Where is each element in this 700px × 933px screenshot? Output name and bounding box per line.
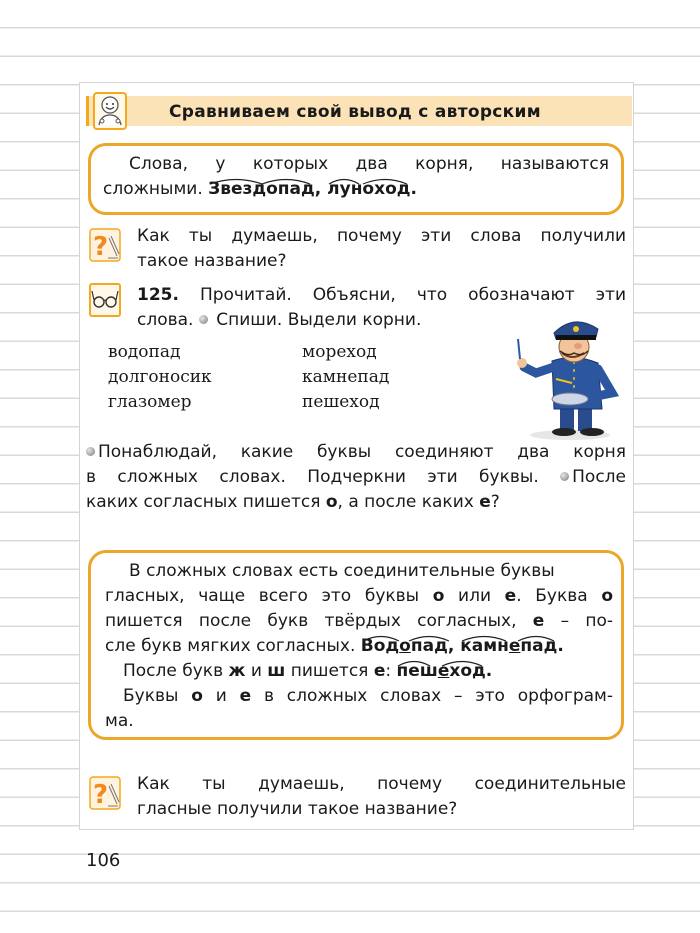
rule2-line6: Буквы о и е в сложных словах – это орфограм-	[123, 686, 613, 706]
section-header	[86, 96, 632, 126]
word-list-col2	[302, 340, 389, 415]
rule2-line7: ма.	[105, 711, 134, 731]
question-icon	[89, 776, 121, 810]
example-word-vodopad: Водопад	[360, 636, 448, 656]
svg-text:?: ?	[93, 780, 109, 810]
example-word-peshekhod: пешеход	[396, 661, 486, 681]
word-item: долгоносик	[108, 367, 212, 387]
dot-icon	[199, 315, 208, 324]
section-title: Сравниваем свой вывод с авторским	[169, 102, 541, 122]
exercise-number: 125.	[137, 285, 179, 305]
example-word-zvezdopad: Звездопад	[208, 179, 315, 199]
word-item: водопад	[108, 342, 181, 362]
observe-line1: Понаблюдай, какие буквы соединяют два корня	[86, 440, 626, 465]
dot-icon	[86, 447, 95, 456]
example-word-kamnepad: камнепад	[460, 636, 558, 656]
rule2-line1: В сложных словах есть соединительные буквы	[129, 561, 555, 581]
exercise-line1: 125. Прочитай. Объясни, что обозначают эти	[137, 285, 626, 305]
word-item: пешеход	[302, 392, 380, 412]
textbook-page	[79, 82, 634, 830]
observe-line2: в сложных словах. Подчеркни эти буквы. После	[86, 467, 626, 487]
question1-line2: такое название?	[137, 251, 287, 271]
question2-line2: гласные получили такое название?	[137, 799, 458, 819]
rule-box-connecting-vowels	[88, 550, 624, 740]
smiley-icon	[93, 92, 127, 130]
observe-line3: каких согласных пишется о, а после каких е?	[86, 492, 500, 512]
captain-illustration	[512, 311, 627, 441]
question1-line1: Как ты думаешь, почему эти слова получили	[137, 226, 626, 246]
example-word-lunokhod: луноход	[327, 179, 411, 199]
rule2-line4: сле букв мягких согласных. Водопад, камнепад.	[105, 634, 613, 659]
rule-box-compound-words	[88, 143, 624, 215]
page-number: 106	[86, 850, 121, 871]
glasses-icon	[89, 283, 121, 317]
svg-text:?: ?	[93, 232, 109, 262]
word-list-col1	[108, 340, 212, 415]
word-item: камнепад	[302, 367, 390, 387]
question2-line1: Как ты думаешь, почему соединительные	[137, 774, 626, 794]
dot-icon	[560, 472, 569, 481]
exercise-line2: слова. Спиши. Выдели корни.	[137, 310, 422, 330]
question-icon	[89, 228, 121, 262]
word-item: мореход	[302, 342, 377, 362]
rule1-line2: сложными. Звездопад, луноход.	[103, 177, 609, 202]
rule2-line5: После букв ж и ш пишется е: пешеход.	[105, 659, 613, 684]
rule2-line2: гласных, чаще всего это буквы о или е. Буква о	[105, 586, 613, 606]
rule2-line3: пишется после букв твёрдых согласных, е – по-	[105, 611, 613, 631]
word-item: глазомер	[108, 392, 192, 412]
rule1-line1: Слова, у которых два корня, называются	[129, 154, 609, 174]
